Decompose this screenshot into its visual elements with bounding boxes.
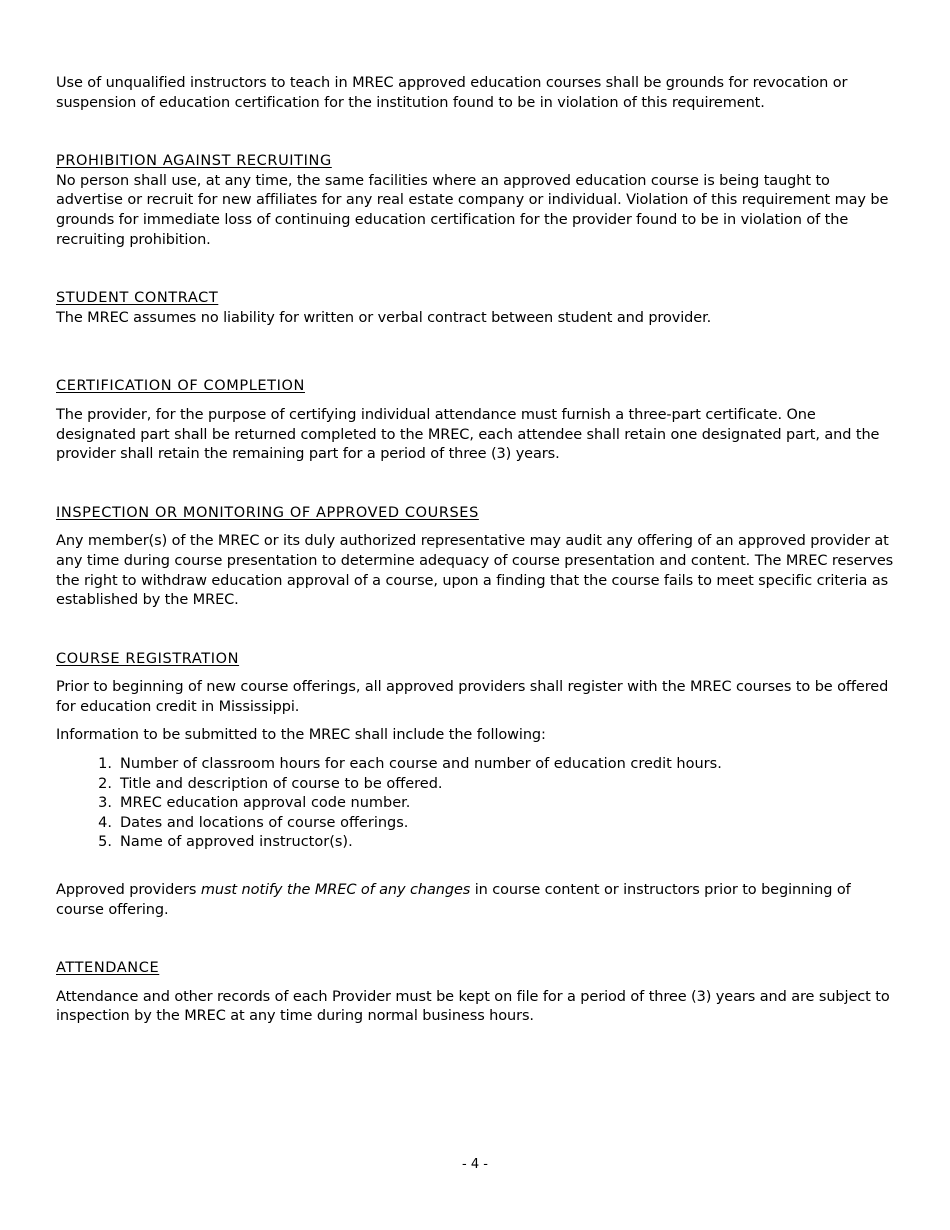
recruiting-paragraph: No person shall use, at any time, the same facilities where an approved education course is being taught to advertise or recruit for new affiliates for any real estate company or individual. Violation of this requirement may be grounds for immediate loss of continuing education certification for the provider found to be in violation of the recruiting prohibition. [56,172,889,248]
list-item: 4. Dates and locations of course offerings. [98,814,409,831]
heading-course-registration: COURSE REGISTRATION [56,650,240,667]
notify-changes-paragraph: Approved providers must notify the MREC of any changes in course content or instructors prior to beginning of course offering. [56,882,851,918]
list-item: 3. MREC education approval code number. [98,795,411,812]
certification-paragraph: The provider, for the purpose of certifying individual attendance must furnish a three-part certificate. One designated part shall be returned completed to the MREC, each attendee shall retain one designated part, and the provider shall retain the remaining part for a period of three (3) years. [56,406,880,463]
heading-student-contract: STUDENT CONTRACT [56,290,219,307]
registration-requirements-list [56,755,896,853]
intro-paragraph: Use of unqualified instructors to teach in MREC approved education courses shall be grounds for revocation or suspension of education certification for the institution found to be in violation of this requirement. [56,75,848,111]
page-number: - 4 - [462,1157,488,1172]
heading-inspection-monitoring: INSPECTION OR MONITORING OF APPROVED COURSES [56,504,479,521]
notify-emphasis: must notify the MREC of any changes [200,882,471,899]
contract-paragraph: The MREC assumes no liability for written or verbal contract between student and provider. [56,309,712,326]
registration-paragraph: Prior to beginning of new course offerings, all approved providers shall register with the MREC courses to be offered for education credit in Mississippi. [56,679,889,715]
list-item: 2. Title and description of course to be offered. [98,775,443,792]
list-item: 1. Number of classroom hours for each course and number of education credit hours. [98,756,722,773]
attendance-paragraph: Attendance and other records of each Provider must be kept on file for a period of three (3) years and are subject to inspection by the MREC at any time during normal business hours. [56,988,890,1025]
heading-attendance: ATTENDANCE [56,960,160,977]
registration-list-intro: Information to be submitted to the MREC shall include the following: [56,727,546,744]
heading-prohibition-against-recruiting: PROHIBITION AGAINST RECRUITING [56,153,332,170]
heading-certification-of-completion: CERTIFICATION OF COMPLETION [56,378,305,395]
inspection-paragraph: Any member(s) of the MREC or its duly authorized representative may audit any offering of an approved provider at any time during course presentation to determine adequacy of course presentation and content. The MREC reserves the right to withdraw education approval of a course, upon a finding that the course fails to meet specific criteria as established by the MREC. [56,533,894,609]
document-body [56,74,896,1027]
list-item: 5. Name of approved instructor(s). [98,834,353,851]
